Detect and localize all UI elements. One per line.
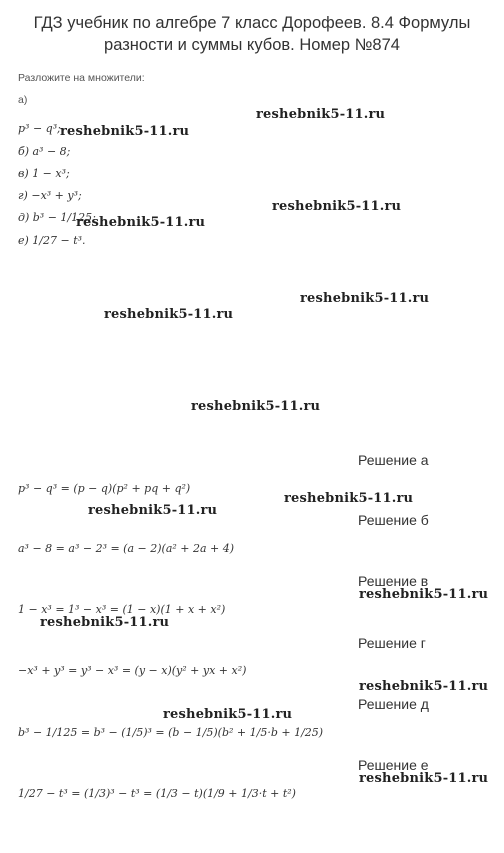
watermark: reshebnik5-11.ru (359, 771, 489, 786)
solution-v-formula: 1 − x³ = 1³ − x³ = (1 − x)(1 + x + x²) (18, 603, 226, 616)
solution-a-formula: p³ − q³ = (p − q)(p² + pq + q²) (18, 482, 191, 495)
task-v-expression: в) 1 − x³; (18, 167, 70, 180)
watermark: reshebnik5-11.ru (104, 307, 234, 322)
watermark: reshebnik5-11.ru (359, 679, 489, 694)
watermark: reshebnik5-11.ru (76, 215, 206, 230)
task-a-expression: p³ − q³; (18, 122, 61, 135)
task-intro: Разложите на множители: (18, 72, 145, 84)
solution-g-heading: Решение г (358, 635, 426, 651)
watermark: reshebnik5-11.ru (40, 615, 170, 630)
watermark: reshebnik5-11.ru (256, 107, 386, 122)
solution-d-heading: Решение д (358, 696, 429, 712)
task-g-expression: г) −x³ + y³; (18, 189, 82, 202)
task-e-expression: е) 1/27 − t³. (18, 234, 86, 247)
watermark: reshebnik5-11.ru (272, 199, 402, 214)
page-title: ГДЗ учебник по алгебре 7 класс Дорофеев. 8.4 Формулы разности и суммы кубов. Номер №874 (33, 14, 471, 54)
task-d-expression: д) b³ − 1/125; (18, 211, 96, 224)
solution-d-formula: b³ − 1/125 = b³ − (1/5)³ = (b − 1/5)(b² + 1/5·b + 1/25) (18, 726, 324, 739)
solution-e-heading: Решение е (358, 757, 429, 773)
watermark: reshebnik5-11.ru (300, 291, 430, 306)
solution-g-formula: −x³ + y³ = y³ − x³ = (y − x)(y² + yx + x²) (18, 664, 247, 677)
watermark: reshebnik5-11.ru (163, 707, 293, 722)
watermark: reshebnik5-11.ru (359, 587, 489, 602)
solution-v-heading: Решение в (358, 573, 429, 589)
task-b-expression: б) a³ − 8; (18, 145, 71, 158)
watermark: reshebnik5-11.ru (60, 124, 190, 139)
task-a-label: а) (18, 94, 28, 106)
watermark: reshebnik5-11.ru (88, 503, 218, 518)
solution-b-heading: Решение б (358, 512, 429, 528)
solution-e-formula: 1/27 − t³ = (1/3)³ − t³ = (1/3 − t)(1/9 + 1/3·t + t²) (18, 787, 296, 800)
watermark: reshebnik5-11.ru (284, 491, 414, 506)
solution-b-formula: a³ − 8 = a³ − 2³ = (a − 2)(a² + 2a + 4) (18, 542, 235, 555)
solution-a-heading: Решение а (358, 452, 429, 468)
watermark: reshebnik5-11.ru (191, 399, 321, 414)
